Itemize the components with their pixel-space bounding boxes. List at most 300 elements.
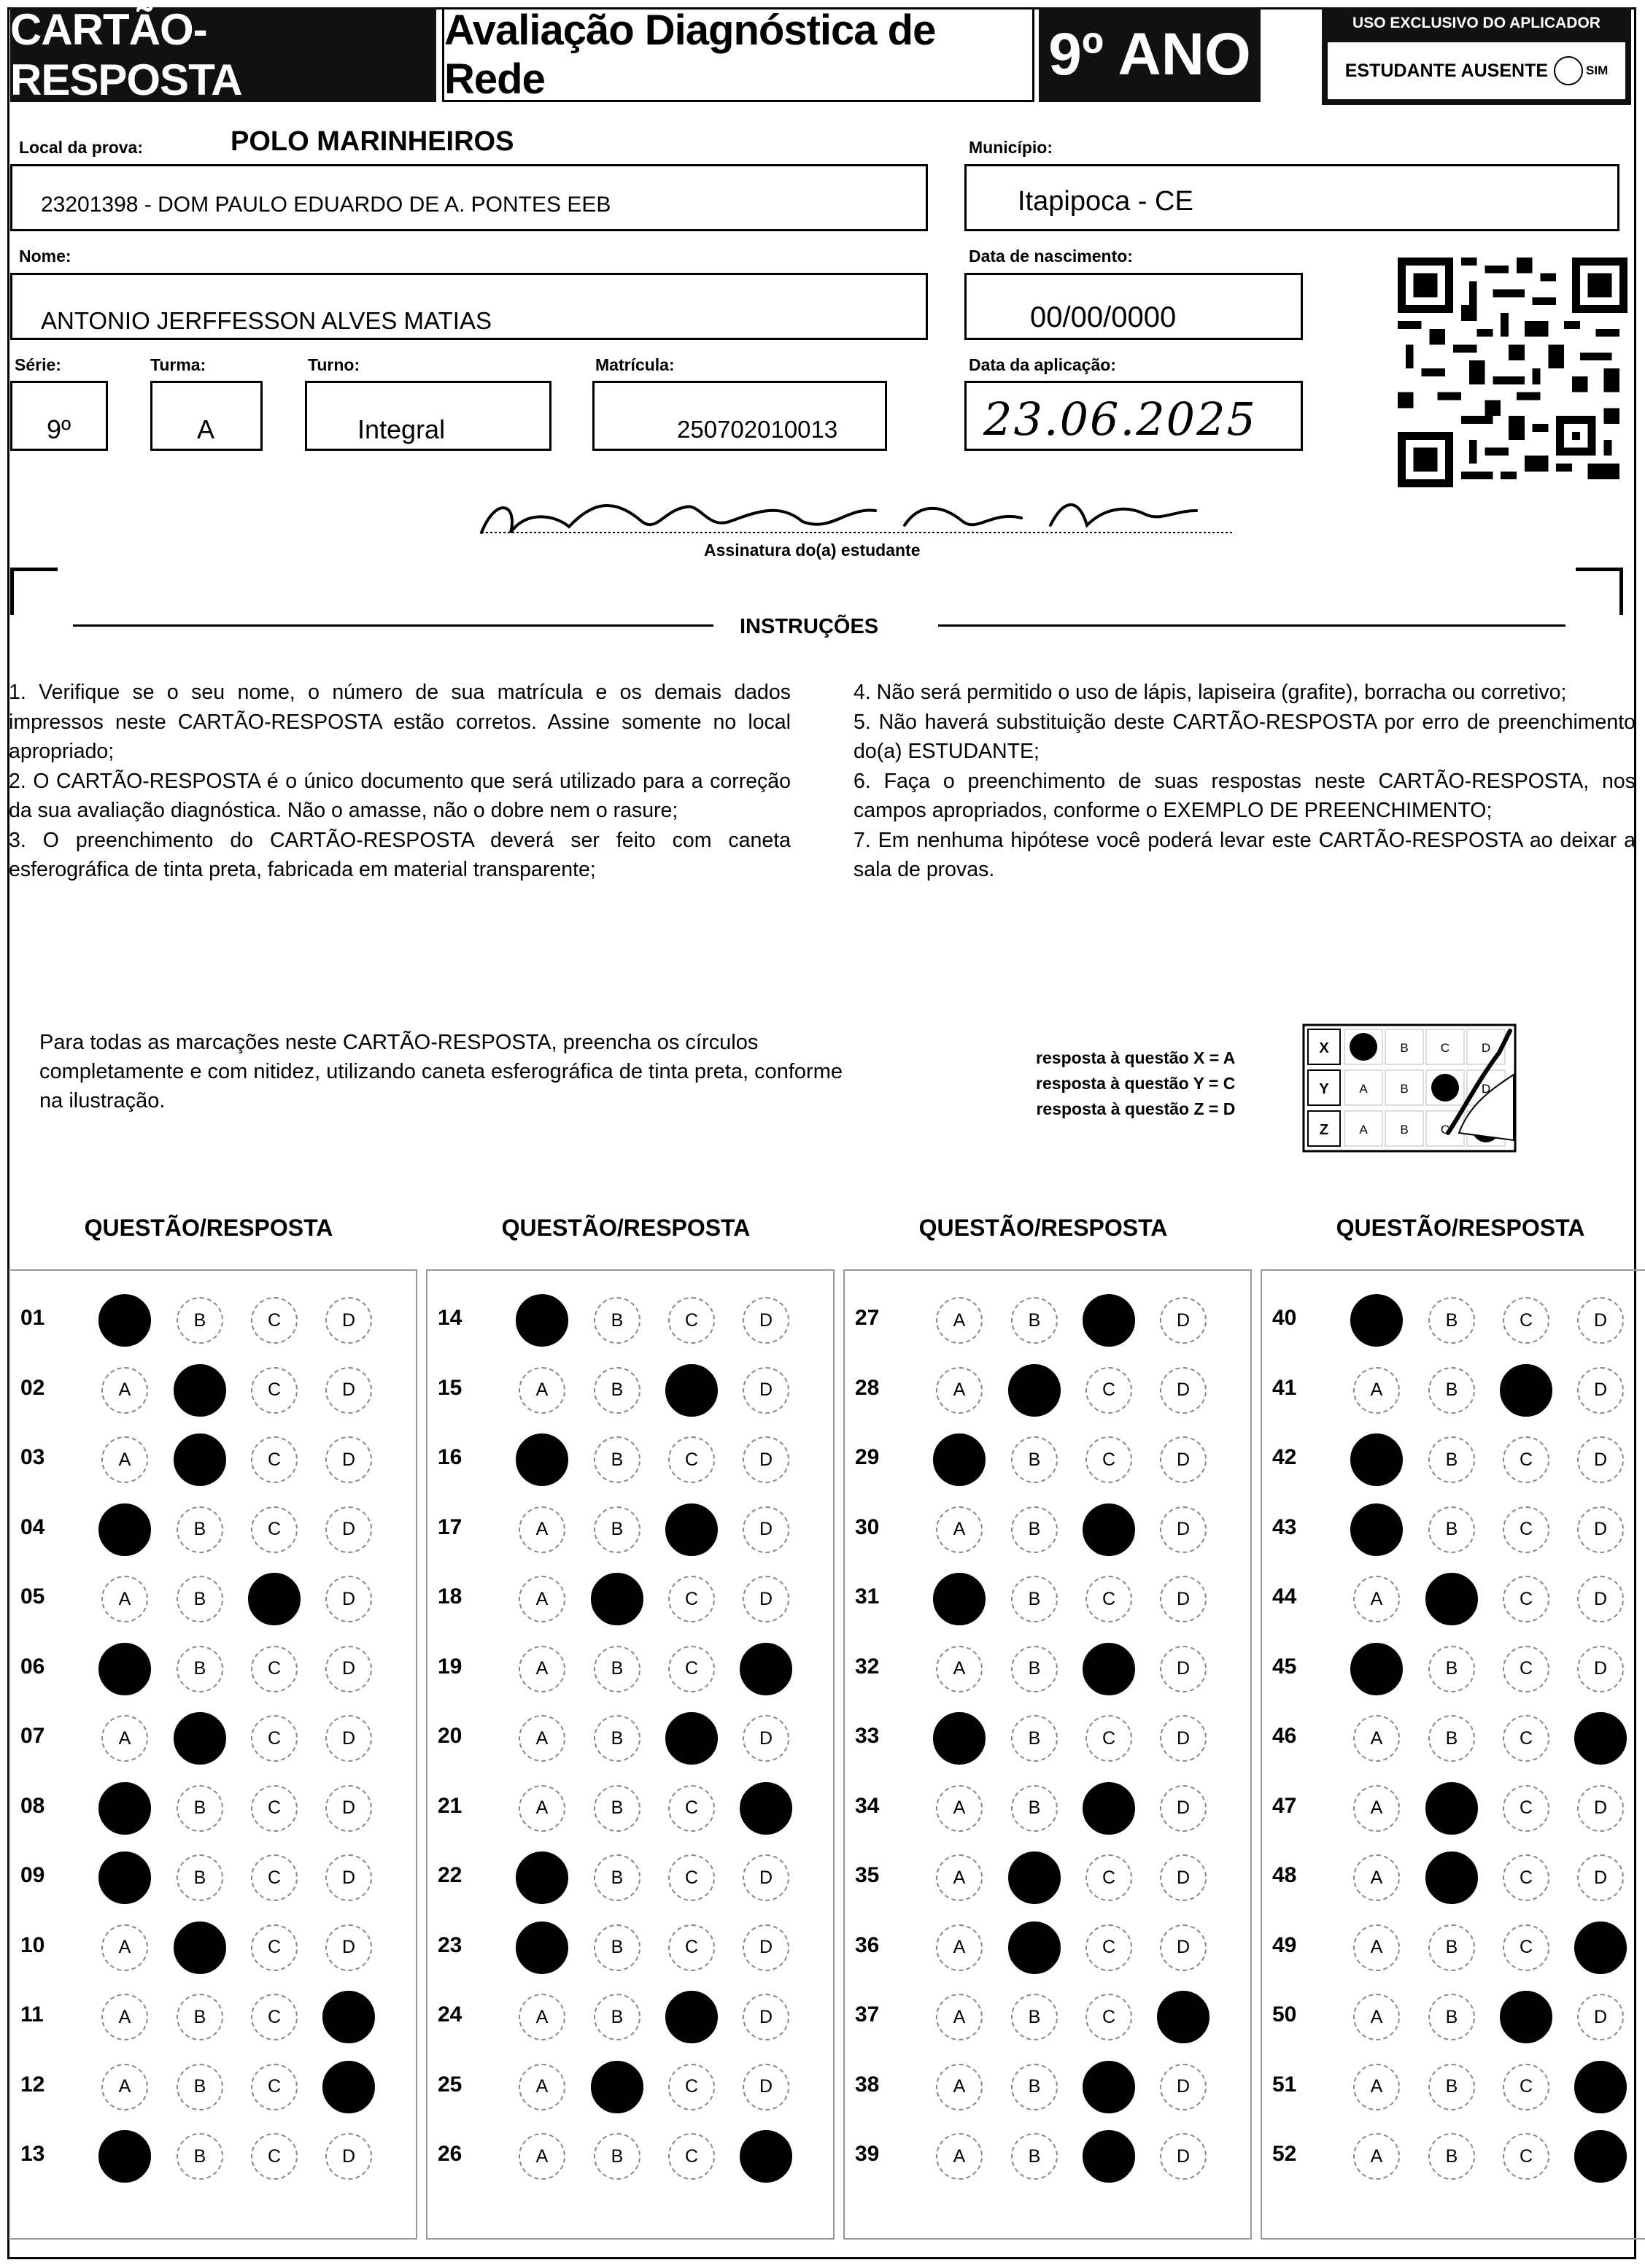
example-bubble-label: D xyxy=(1481,1041,1491,1055)
answer-bubble-d-filled[interactable] xyxy=(322,2061,375,2113)
school-value: 23201398 - DOM PAULO EDUARDO DE A. PONTES EEB xyxy=(41,193,611,217)
answer-bubble-d[interactable]: D xyxy=(1577,1506,1624,1553)
absent-bubble[interactable] xyxy=(1554,56,1583,85)
answer-bubble-a[interactable]: A xyxy=(519,1367,565,1414)
answer-bubble-d[interactable]: D xyxy=(1160,1854,1207,1901)
question-row xyxy=(10,1841,416,1911)
answer-bubble-a-filled[interactable] xyxy=(933,1433,986,1486)
answer-bubble-a[interactable]: A xyxy=(1353,1994,1400,2040)
question-number: 19 xyxy=(438,1654,462,1679)
answer-bubble-a-filled[interactable] xyxy=(516,1433,568,1486)
answer-bubble-b[interactable]: B xyxy=(594,2133,640,2180)
question-number: 51 xyxy=(1272,2072,1297,2097)
answer-bubble-c[interactable]: C xyxy=(251,1506,298,1553)
answer-bubble-a[interactable]: A xyxy=(936,1297,983,1344)
answer-bubble-d[interactable]: D xyxy=(325,1506,372,1553)
answer-bubble-c-filled[interactable] xyxy=(665,1991,718,2043)
answer-bubble-c[interactable]: C xyxy=(1503,1785,1549,1832)
answer-bubble-a[interactable]: A xyxy=(1353,1785,1400,1832)
answer-bubble-a[interactable]: A xyxy=(519,1646,565,1692)
answer-bubble-b[interactable]: B xyxy=(1011,1994,1058,2040)
question-number: 18 xyxy=(438,1584,462,1609)
answer-bubble-b[interactable]: B xyxy=(177,1506,223,1553)
answer-bubble-d-filled[interactable] xyxy=(1157,1991,1209,2043)
question-number: 39 xyxy=(855,2142,880,2166)
answer-bubble-c[interactable]: C xyxy=(1085,1436,1132,1483)
answer-bubble-c-filled[interactable] xyxy=(248,1573,301,1625)
answer-bubble-c[interactable]: C xyxy=(1085,1994,1132,2040)
answer-bubble-d-filled[interactable] xyxy=(1574,2061,1627,2113)
example-bubble-label: C xyxy=(1440,1041,1450,1055)
answer-bubble-a[interactable]: A xyxy=(1353,2064,1400,2110)
answer-bubble-a[interactable]: A xyxy=(936,1994,983,2040)
example-qlabel: Y xyxy=(1319,1081,1329,1097)
answer-bubble-c[interactable]: C xyxy=(251,1646,298,1692)
question-row xyxy=(427,1702,833,1772)
answer-bubble-a[interactable]: A xyxy=(101,2064,148,2110)
answer-bubble-d[interactable]: D xyxy=(325,1367,372,1414)
answer-bubble-d[interactable]: D xyxy=(743,1297,789,1344)
card-title: CARTÃO-RESPOSTA xyxy=(10,7,436,102)
answer-bubble-c-filled[interactable] xyxy=(1083,1782,1135,1835)
answer-bubble-b[interactable]: B xyxy=(594,1436,640,1483)
answer-bubble-c[interactable]: C xyxy=(1503,1924,1549,1971)
answer-bubble-c[interactable]: C xyxy=(251,2064,298,2110)
answer-bubble-d[interactable]: D xyxy=(1160,1576,1207,1622)
answer-bubble-b[interactable]: B xyxy=(177,1646,223,1692)
answer-bubble-a-filled[interactable] xyxy=(933,1712,986,1765)
question-row xyxy=(1262,1841,1645,1911)
answer-bubble-b[interactable]: B xyxy=(177,1785,223,1832)
answer-bubble-a[interactable]: A xyxy=(1353,1854,1400,1901)
answer-bubble-b-filled[interactable] xyxy=(174,1712,226,1765)
answer-bubble-c[interactable]: C xyxy=(1503,1506,1549,1553)
answer-bubble-d[interactable]: D xyxy=(325,1785,372,1832)
answer-bubble-d[interactable]: D xyxy=(325,1924,372,1971)
answer-bubble-a[interactable]: A xyxy=(519,1994,565,2040)
answer-bubble-a[interactable]: A xyxy=(101,1994,148,2040)
nascimento-label: Data de nascimento: xyxy=(969,247,1133,266)
instructions-title: INSTRUÇÕES xyxy=(740,615,879,638)
answer-bubble-a-filled[interactable] xyxy=(98,1294,151,1347)
aplicacao-value: 23.06.2025 xyxy=(983,392,1257,446)
answer-bubble-d[interactable]: D xyxy=(1577,1576,1624,1622)
question-number: 36 xyxy=(855,1932,880,1957)
answer-bubble-c[interactable]: C xyxy=(1503,1436,1549,1483)
answer-bubble-a-filled[interactable] xyxy=(1350,1294,1403,1347)
answer-bubble-d[interactable]: D xyxy=(1160,2133,1207,2180)
answer-bubble-c-filled[interactable] xyxy=(665,1364,718,1417)
answer-bubble-a[interactable]: A xyxy=(936,1854,983,1901)
answer-bubble-b[interactable]: B xyxy=(1428,2133,1475,2180)
answer-bubble-d[interactable]: D xyxy=(325,1436,372,1483)
answer-bubble-c[interactable]: C xyxy=(1085,1576,1132,1622)
answer-bubble-b[interactable]: B xyxy=(1011,2133,1058,2180)
answer-bubble-b[interactable]: B xyxy=(177,1854,223,1901)
answer-bubble-c[interactable]: C xyxy=(251,1367,298,1414)
answer-bubble-b[interactable]: B xyxy=(594,1785,640,1832)
question-row xyxy=(427,1772,833,1842)
answer-bubble-b[interactable]: B xyxy=(177,1297,223,1344)
answer-bubble-b[interactable]: B xyxy=(594,1854,640,1901)
answer-bubble-d[interactable]: D xyxy=(1577,1367,1624,1414)
answer-bubble-c[interactable]: C xyxy=(1085,1367,1132,1414)
question-panel xyxy=(9,1269,417,2240)
answer-bubble-c[interactable]: C xyxy=(1503,1297,1549,1344)
question-row xyxy=(1262,1493,1645,1563)
answer-bubble-d[interactable]: D xyxy=(743,1924,789,1971)
answer-bubble-b[interactable]: B xyxy=(177,2133,223,2180)
serie-value: 9º xyxy=(47,414,71,444)
answer-bubble-d[interactable]: D xyxy=(1160,1506,1207,1553)
local-label: Local da prova: xyxy=(19,138,143,157)
signature-label: Assinatura do(a) estudante xyxy=(704,541,921,560)
instructions-rule-left xyxy=(73,624,713,627)
answer-bubble-d[interactable]: D xyxy=(325,1854,372,1901)
example-bubble-filled xyxy=(1431,1074,1459,1102)
question-number: 29 xyxy=(855,1445,880,1469)
answer-bubble-d-filled[interactable] xyxy=(740,1643,792,1695)
answer-bubble-c[interactable]: C xyxy=(251,1785,298,1832)
question-row xyxy=(427,1911,833,1981)
evaluation-title: Avaliação Diagnóstica de Rede xyxy=(442,7,1034,102)
question-number: 49 xyxy=(1272,1932,1297,1957)
answer-bubble-d[interactable]: D xyxy=(743,1506,789,1553)
answer-bubble-a[interactable]: A xyxy=(519,2064,565,2110)
question-number: 09 xyxy=(20,1863,45,1887)
answer-bubble-b[interactable]: B xyxy=(1011,1785,1058,1832)
answer-bubble-b-filled[interactable] xyxy=(1008,1921,1061,1974)
question-row xyxy=(1262,1981,1645,2051)
answer-bubble-d[interactable]: D xyxy=(1160,1715,1207,1762)
answer-bubble-b-filled[interactable] xyxy=(174,1364,226,1417)
question-row xyxy=(427,1284,833,1354)
answer-bubble-d-filled[interactable] xyxy=(1574,1712,1627,1765)
answer-bubble-d-filled[interactable] xyxy=(1574,2130,1627,2183)
answer-bubble-a[interactable]: A xyxy=(936,1506,983,1553)
instruction-5: 5. Não haverá substituição deste CARTÃO-RESPOSTA por erro de preenchimento do(a) ESTUDANTE; xyxy=(854,710,1636,763)
answer-bubble-d[interactable]: D xyxy=(1577,1646,1624,1692)
answer-bubble-a[interactable]: A xyxy=(936,1785,983,1832)
answer-bubble-b[interactable]: B xyxy=(594,1715,640,1762)
question-number: 16 xyxy=(438,1445,462,1469)
answer-bubble-c-filled[interactable] xyxy=(1500,1364,1552,1417)
answer-bubble-a[interactable]: A xyxy=(936,2133,983,2180)
instruction-1: 1. Verifique se o seu nome, o número de sua matrícula e os demais dados impressos neste CARTÃO-RESPOSTA estão corretos. Assine somente no local apropriado; xyxy=(9,681,791,763)
answer-bubble-c[interactable]: C xyxy=(251,2133,298,2180)
answer-bubble-d[interactable]: D xyxy=(1577,1994,1624,2040)
answer-bubble-d[interactable]: D xyxy=(743,2064,789,2110)
question-number: 25 xyxy=(438,2072,462,2097)
answer-bubble-c[interactable]: C xyxy=(251,1994,298,2040)
answer-bubble-b[interactable]: B xyxy=(1011,1297,1058,1344)
question-number: 35 xyxy=(855,1863,880,1887)
answer-bubble-c[interactable]: C xyxy=(1085,1715,1132,1762)
question-row xyxy=(1262,1911,1645,1981)
answer-bubble-b-filled[interactable] xyxy=(1425,1851,1478,1904)
answer-bubble-d[interactable]: D xyxy=(325,1576,372,1622)
answer-bubble-a[interactable]: A xyxy=(101,1715,148,1762)
answer-bubble-b[interactable]: B xyxy=(594,1297,640,1344)
answer-bubble-b[interactable]: B xyxy=(1428,1994,1475,2040)
answer-bubble-c[interactable]: C xyxy=(1085,1924,1132,1971)
answer-bubble-c[interactable]: C xyxy=(668,1297,715,1344)
question-number: 20 xyxy=(438,1724,462,1748)
question-number: 42 xyxy=(1272,1445,1297,1469)
answer-bubble-c[interactable]: C xyxy=(668,1785,715,1832)
answer-bubble-b[interactable]: B xyxy=(1428,1715,1475,1762)
question-number: 37 xyxy=(855,2002,880,2027)
answer-bubble-b-filled[interactable] xyxy=(1425,1573,1478,1625)
question-row xyxy=(1262,1633,1645,1703)
answer-bubble-d[interactable]: D xyxy=(743,1994,789,2040)
answer-bubble-a-filled[interactable] xyxy=(516,1851,568,1904)
question-number: 26 xyxy=(438,2142,462,2166)
turma-value: A xyxy=(197,414,215,444)
answer-bubble-d-filled[interactable] xyxy=(740,2130,792,2183)
answer-bubble-a-filled[interactable] xyxy=(516,1921,568,1974)
question-number: 45 xyxy=(1272,1654,1297,1679)
answer-bubble-d[interactable]: D xyxy=(325,1297,372,1344)
example-bubble-label: C xyxy=(1440,1123,1450,1137)
question-row xyxy=(845,1423,1250,1493)
answer-bubble-d[interactable]: D xyxy=(1160,1785,1207,1832)
absent-option: SIM xyxy=(1586,63,1609,77)
question-row xyxy=(10,1423,416,1493)
answer-bubble-a[interactable]: A xyxy=(936,1367,983,1414)
answer-bubble-b[interactable]: B xyxy=(177,2064,223,2110)
answer-bubble-d[interactable]: D xyxy=(325,1646,372,1692)
answer-bubble-d[interactable]: D xyxy=(743,1436,789,1483)
column-title: QUESTÃO/RESPOSTA xyxy=(501,1215,751,1241)
question-number: 06 xyxy=(20,1654,45,1679)
answer-bubble-a[interactable]: A xyxy=(936,1924,983,1971)
answer-bubble-a-filled[interactable] xyxy=(933,1573,986,1625)
answer-bubble-a[interactable]: A xyxy=(101,1436,148,1483)
student-signature xyxy=(467,481,1255,547)
aplicacao-label: Data da aplicação: xyxy=(969,355,1116,374)
answer-bubble-b[interactable]: B xyxy=(1428,1646,1475,1692)
answer-bubble-c[interactable]: C xyxy=(251,1297,298,1344)
answer-bubble-a-filled[interactable] xyxy=(1350,1433,1403,1486)
answer-bubble-d[interactable]: D xyxy=(1160,1367,1207,1414)
question-number: 38 xyxy=(855,2072,880,2097)
answer-bubble-c[interactable]: C xyxy=(668,1854,715,1901)
question-number: 14 xyxy=(438,1306,462,1330)
answer-bubble-a-filled[interactable] xyxy=(1350,1503,1403,1556)
answer-bubble-d[interactable]: D xyxy=(325,2133,372,2180)
nome-label: Nome: xyxy=(19,247,71,266)
answer-bubble-c[interactable]: C xyxy=(251,1854,298,1901)
instructions-left xyxy=(9,678,791,885)
answer-bubble-a[interactable]: A xyxy=(101,1367,148,1414)
question-row xyxy=(1262,1423,1645,1493)
answer-bubble-d[interactable]: D xyxy=(743,1715,789,1762)
corner-top-left xyxy=(10,568,58,615)
answer-bubble-d[interactable]: D xyxy=(1160,2064,1207,2110)
answer-bubble-a[interactable]: A xyxy=(1353,1576,1400,1622)
answer-bubble-a[interactable]: A xyxy=(101,1576,148,1622)
answer-bubble-b[interactable]: B xyxy=(1011,1436,1058,1483)
answer-bubble-b[interactable]: B xyxy=(594,1367,640,1414)
answer-bubble-b[interactable]: B xyxy=(1428,1297,1475,1344)
question-number: 17 xyxy=(438,1514,462,1539)
answer-bubble-c[interactable]: C xyxy=(668,2064,715,2110)
answer-bubble-a-filled[interactable] xyxy=(98,1782,151,1835)
question-row xyxy=(10,1563,416,1633)
question-number: 01 xyxy=(20,1306,45,1330)
answer-bubble-b-filled[interactable] xyxy=(1008,1364,1061,1417)
answer-bubble-a[interactable]: A xyxy=(1353,1924,1400,1971)
question-number: 11 xyxy=(20,2002,44,2027)
example-bubble-label: B xyxy=(1400,1082,1409,1096)
answer-bubble-c[interactable]: C xyxy=(251,1436,298,1483)
answer-bubble-c[interactable]: C xyxy=(1503,1715,1549,1762)
question-panel xyxy=(1261,1269,1645,2240)
answer-bubble-b-filled[interactable] xyxy=(591,1573,643,1625)
answer-bubble-b[interactable]: B xyxy=(1428,1436,1475,1483)
answer-bubble-a[interactable]: A xyxy=(936,2064,983,2110)
answer-bubble-a-filled[interactable] xyxy=(98,1851,151,1904)
answer-bubble-b[interactable]: B xyxy=(1428,1367,1475,1414)
answer-bubble-c-filled[interactable] xyxy=(1083,2061,1135,2113)
answer-bubble-c[interactable]: C xyxy=(668,1924,715,1971)
answer-bubble-b-filled[interactable] xyxy=(1425,1782,1478,1835)
answer-bubble-c-filled[interactable] xyxy=(1083,1643,1135,1695)
example-bubble-filled xyxy=(1350,1033,1377,1061)
question-row xyxy=(845,1493,1250,1563)
answer-bubble-a-filled[interactable] xyxy=(98,1503,151,1556)
answer-bubble-a[interactable]: A xyxy=(1353,2133,1400,2180)
answer-bubble-b[interactable]: B xyxy=(594,1924,640,1971)
answer-bubble-d[interactable]: D xyxy=(743,1854,789,1901)
fill-instruction: Para todas as marcações neste CARTÃO-RESPOSTA, preencha os círculos completamente e com nitidez, utilizando caneta esferográfica de tinta preta, conforme na ilustração. xyxy=(39,1031,843,1112)
answer-bubble-a-filled[interactable] xyxy=(516,1294,568,1347)
answer-bubble-c[interactable]: C xyxy=(668,1576,715,1622)
answer-bubble-c[interactable]: C xyxy=(1503,2064,1549,2110)
answer-bubble-a[interactable]: A xyxy=(101,1924,148,1971)
answer-bubble-b[interactable]: B xyxy=(594,1506,640,1553)
answer-bubble-c-filled[interactable] xyxy=(665,1503,718,1556)
question-row xyxy=(427,1981,833,2051)
answer-bubble-d[interactable]: D xyxy=(1160,1297,1207,1344)
question-row xyxy=(845,2120,1250,2190)
question-row xyxy=(845,2051,1250,2121)
answer-bubble-d[interactable]: D xyxy=(1160,1646,1207,1692)
answer-bubble-a-filled[interactable] xyxy=(1350,1643,1403,1695)
answer-bubble-d[interactable]: D xyxy=(1577,1297,1624,1344)
answer-bubble-c[interactable]: C xyxy=(668,1436,715,1483)
answer-bubble-a-filled[interactable] xyxy=(98,2130,151,2183)
answer-bubble-b[interactable]: B xyxy=(177,1576,223,1622)
question-number: 46 xyxy=(1272,1724,1297,1748)
answer-bubble-a[interactable]: A xyxy=(519,2133,565,2180)
answer-bubble-b-filled[interactable] xyxy=(1008,1851,1061,1904)
answer-bubble-c[interactable]: C xyxy=(668,2133,715,2180)
answer-bubble-b-filled[interactable] xyxy=(174,1921,226,1974)
answer-bubble-d-filled[interactable] xyxy=(1574,1921,1627,1974)
question-number: 32 xyxy=(855,1654,880,1679)
turma-label: Turma: xyxy=(150,355,206,374)
answer-bubble-a[interactable]: A xyxy=(519,1506,565,1553)
example-line-x: resposta à questão X = A xyxy=(1036,1048,1236,1067)
answer-bubble-b[interactable]: B xyxy=(594,1994,640,2040)
answer-bubble-b[interactable]: B xyxy=(177,1994,223,2040)
answer-bubble-d[interactable]: D xyxy=(743,1367,789,1414)
answer-bubble-d[interactable]: D xyxy=(1577,1854,1624,1901)
answer-bubble-c[interactable]: C xyxy=(1503,1576,1549,1622)
question-row xyxy=(10,1633,416,1703)
column-title: QUESTÃO/RESPOSTA xyxy=(1336,1215,1585,1241)
answer-bubble-a[interactable]: A xyxy=(936,1646,983,1692)
answer-bubble-c[interactable]: C xyxy=(251,1924,298,1971)
answer-bubble-b[interactable]: B xyxy=(1011,2064,1058,2110)
answer-bubble-c-filled[interactable] xyxy=(1083,1503,1135,1556)
answer-bubble-b[interactable]: B xyxy=(1011,1506,1058,1553)
answer-bubble-d-filled[interactable] xyxy=(322,1991,375,2043)
answer-bubble-d[interactable]: D xyxy=(1160,1436,1207,1483)
answer-bubble-b-filled[interactable] xyxy=(174,1433,226,1486)
answer-bubble-d[interactable]: D xyxy=(1577,1785,1624,1832)
answer-bubble-a-filled[interactable] xyxy=(98,1643,151,1695)
question-number: 34 xyxy=(855,1793,880,1818)
answer-bubble-a[interactable]: A xyxy=(1353,1367,1400,1414)
question-row xyxy=(1262,2051,1645,2121)
example-bubble-label: B xyxy=(1400,1123,1409,1137)
answer-bubble-c[interactable]: C xyxy=(1503,1646,1549,1692)
answer-bubble-b[interactable]: B xyxy=(1011,1715,1058,1762)
answer-bubble-b[interactable]: B xyxy=(1011,1576,1058,1622)
answer-bubble-b[interactable]: B xyxy=(1428,1506,1475,1553)
answer-bubble-d-filled[interactable] xyxy=(740,1782,792,1835)
answer-bubble-d[interactable]: D xyxy=(1160,1924,1207,1971)
answer-bubble-b[interactable]: B xyxy=(594,1646,640,1692)
answer-bubble-c[interactable]: C xyxy=(251,1715,298,1762)
answer-bubble-c-filled[interactable] xyxy=(665,1712,718,1765)
answer-bubble-a[interactable]: A xyxy=(519,1785,565,1832)
question-number: 13 xyxy=(20,2142,45,2166)
absent-label: ESTUDANTE AUSENTE xyxy=(1344,60,1549,81)
answer-bubble-d[interactable]: D xyxy=(1577,1436,1624,1483)
answer-bubble-c[interactable]: C xyxy=(1503,1854,1549,1901)
answer-bubble-c-filled[interactable] xyxy=(1083,2130,1135,2183)
question-row xyxy=(10,1911,416,1981)
question-number: 04 xyxy=(20,1514,45,1539)
answer-bubble-c[interactable]: C xyxy=(668,1646,715,1692)
answer-bubble-d[interactable]: D xyxy=(325,1715,372,1762)
answer-bubble-a[interactable]: A xyxy=(519,1576,565,1622)
answer-bubble-a[interactable]: A xyxy=(519,1715,565,1762)
polo-name: POLO MARINHEIROS xyxy=(231,126,514,157)
answer-bubble-b[interactable]: B xyxy=(1428,2064,1475,2110)
answer-bubble-c-filled[interactable] xyxy=(1500,1991,1552,2043)
answer-bubble-b[interactable]: B xyxy=(1011,1646,1058,1692)
answer-bubble-c[interactable]: C xyxy=(1085,1854,1132,1901)
answer-bubble-c-filled[interactable] xyxy=(1083,1294,1135,1347)
answer-bubble-b-filled[interactable] xyxy=(591,2061,643,2113)
serie-label: Série: xyxy=(15,355,61,374)
question-row xyxy=(427,1841,833,1911)
absent-field xyxy=(1328,42,1625,99)
question-row xyxy=(10,1493,416,1563)
column-title: QUESTÃO/RESPOSTA xyxy=(84,1215,333,1241)
answer-bubble-c[interactable]: C xyxy=(1503,2133,1549,2180)
answer-bubble-b[interactable]: B xyxy=(1428,1924,1475,1971)
question-number: 52 xyxy=(1272,2142,1297,2166)
answer-bubble-d[interactable]: D xyxy=(743,1576,789,1622)
question-number: 21 xyxy=(438,1793,462,1818)
answer-bubble-a[interactable]: A xyxy=(1353,1715,1400,1762)
